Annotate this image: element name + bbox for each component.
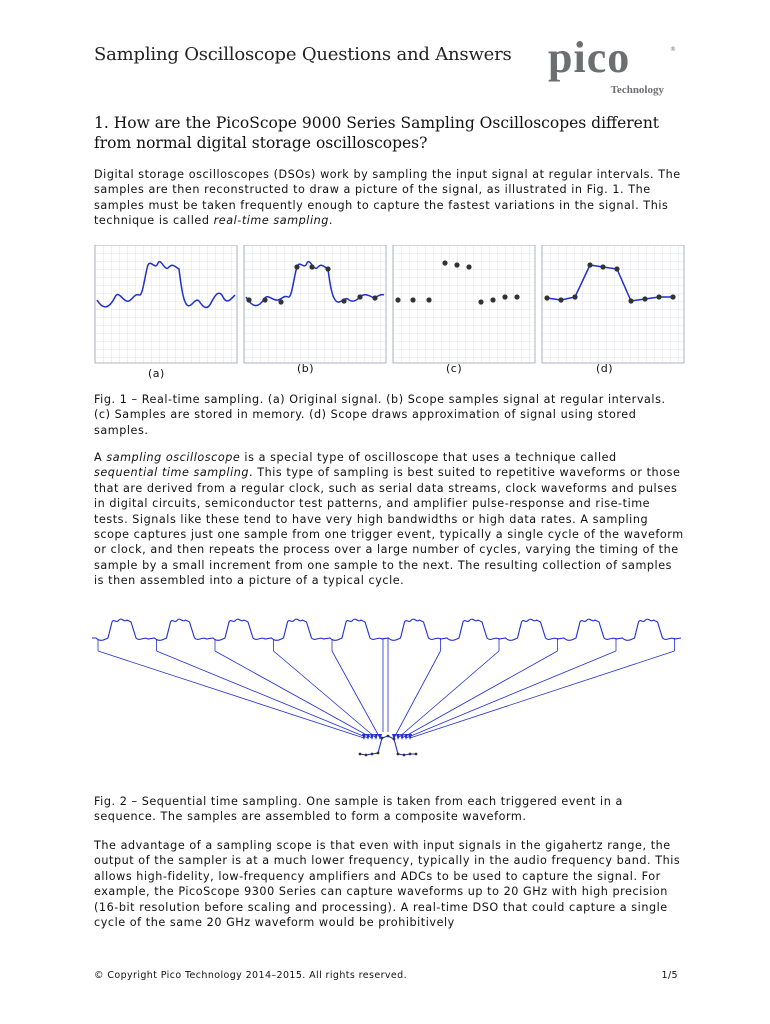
- sample-dot: [309, 264, 314, 269]
- figure-2-caption: Fig. 2 – Sequential time sampling. One sample is taken from each triggered event in a sequence. The samples are assembled to form a composite waveform.: [94, 795, 623, 824]
- stored-sample-dot: [466, 264, 471, 269]
- sample-path: [392, 638, 441, 740]
- logo-registered-mark: ®: [670, 46, 676, 53]
- reconstruction-dot: [572, 294, 577, 299]
- para1-text: Digital storage oscilloscopes (DSOs) work by sampling the input signal at regular intervals. The samples are then reconstructed to draw a picture of the signal, as illustrated in Fig. 1. The samples must be taken frequently enough to capture the fastest variations in the signal. This technique is called: [94, 168, 681, 228]
- sample-dot: [278, 299, 283, 304]
- figure-1-panel-c: [393, 245, 535, 363]
- reconstruction-dot: [614, 266, 619, 271]
- figure-1-caption: Fig. 1 – Real-time sampling. (a) Original signal. (b) Scope samples signal at regular intervals. (c) Samples are stored in memory. (d) Scope draws approximation of signal using stored samples.: [94, 393, 666, 437]
- stored-sample-dot: [442, 260, 447, 265]
- reconstruction-dot: [642, 296, 647, 301]
- stored-sample-dot: [395, 297, 400, 302]
- paragraph-realtime-sampling: [94, 167, 684, 229]
- reconstruction-dot: [544, 295, 549, 300]
- sample-path: [400, 638, 558, 740]
- composite-sample-dot: [415, 753, 418, 756]
- composite-sample-dot: [381, 737, 384, 740]
- composite-sample-dot: [371, 753, 374, 756]
- fig1-label-b: (b): [297, 362, 315, 375]
- sample-dot: [325, 266, 330, 271]
- para2-rest: . This type of sampling is best suited to repetitive waveforms or those that are derived from a regular clock, such as serial data streams, clock waveforms and pulses in digital circuits, semiconductor test patterns, and amplifier pulse-response and rise-time tests. Signals like these tend to have very high bandwidths or high data rates. A sampling scope captures just one sample from one trigger event, typically a single cycle of the waveform or clock, and then repeats the process over a large number of cycles, varying the timing of the sample by a small increment from one sample to the next. The resulting collection of samples is then assembled into a picture of a typical cycle.: [94, 466, 684, 588]
- composite-sample-dot: [393, 738, 396, 741]
- reconstruction-dot: [600, 264, 605, 269]
- sample-dot: [357, 294, 362, 299]
- sample-dot: [246, 297, 251, 302]
- sample-path: [98, 639, 366, 740]
- reconstruction-dot: [628, 298, 633, 303]
- figure-1-panel-a: [95, 245, 237, 363]
- term-real-time-sampling: real-time sampling: [213, 214, 329, 228]
- composite-sample-dot: [365, 754, 368, 757]
- stored-sample-dot: [410, 297, 415, 302]
- sample-path: [157, 639, 371, 740]
- logo-subtitle: Technology: [610, 84, 664, 96]
- fig1-label-a: (a): [148, 367, 165, 380]
- sample-path: [404, 638, 616, 740]
- composite-sample-dot: [377, 752, 380, 755]
- sample-path: [408, 638, 675, 740]
- fig1-label-d: (d): [596, 362, 614, 375]
- composite-sample-dot: [409, 753, 412, 756]
- para1-end: .: [328, 214, 334, 228]
- para2-lead: A: [94, 451, 107, 464]
- pico-logo: [548, 33, 678, 100]
- sample-path: [332, 639, 382, 740]
- composite-sample-dot: [403, 754, 406, 757]
- composite-sample-dot: [387, 735, 390, 738]
- sample-dot: [294, 264, 299, 269]
- paragraph-sequential-sampling: [94, 450, 684, 589]
- composite-sample-dot: [397, 753, 400, 756]
- stored-sample-dot: [478, 299, 483, 304]
- fig1-label-c: (c): [446, 362, 463, 375]
- reconstruction-dot: [587, 262, 592, 267]
- reconstruction-dot: [656, 294, 661, 299]
- paragraph-sampler-advantage: The advantage of a sampling scope is that even with input signals in the gigahertz range, the output of the sampler is at a much lower frequency, typically in the audio frequency band. This allows high-fidelity, low-frequency amplifiers and ADCs to be used to capture the signal. For example, the PicoScope 9300 Series can capture waveforms up to 20 GHz with high precision (16-bit resolution before scaling and processing). A real-time DSO that could capture a single cycle of the same 20 GHz waveform would be prohibitively: [94, 839, 681, 930]
- reconstruction-dot: [670, 294, 675, 299]
- sample-dot: [341, 298, 346, 303]
- reconstruction-dot: [558, 297, 563, 302]
- document-title: Sampling Oscilloscope Questions and Answers: [94, 44, 512, 65]
- sample-dot: [262, 297, 267, 302]
- term-sampling-oscilloscope: sampling oscilloscope: [106, 451, 241, 464]
- stored-sample-dot: [454, 262, 459, 267]
- logo-wordmark: pico: [548, 33, 631, 82]
- composite-waveform: [360, 736, 416, 755]
- stored-sample-dot: [502, 294, 507, 299]
- figure-2: [92, 608, 686, 778]
- stored-sample-dot: [514, 294, 519, 299]
- stored-sample-dot: [426, 297, 431, 302]
- para2-mid: is a special type of oscilloscope that uses a technique called: [240, 451, 617, 464]
- sample-path: [215, 639, 374, 740]
- sample-path: [274, 639, 379, 740]
- section-heading: 1. How are the PicoScope 9000 Series Sampling Oscilloscopes different from normal digital storage oscilloscopes?: [94, 114, 660, 152]
- stored-sample-dot: [490, 297, 495, 302]
- sample-dot: [372, 295, 377, 300]
- footer-copyright: © Copyright Pico Technology 2014–2015. All rights reserved.: [94, 970, 407, 981]
- figure-1-panel-b: [244, 245, 386, 363]
- footer-page-number: 1/5: [661, 970, 678, 981]
- figure-1-panel-d: [542, 245, 684, 363]
- sample-path: [396, 638, 499, 740]
- term-sequential-time-sampling: sequential time sampling: [94, 466, 250, 480]
- figure-1: [92, 245, 686, 380]
- repetitive-waveform: [92, 619, 681, 640]
- composite-sample-dot: [359, 753, 362, 756]
